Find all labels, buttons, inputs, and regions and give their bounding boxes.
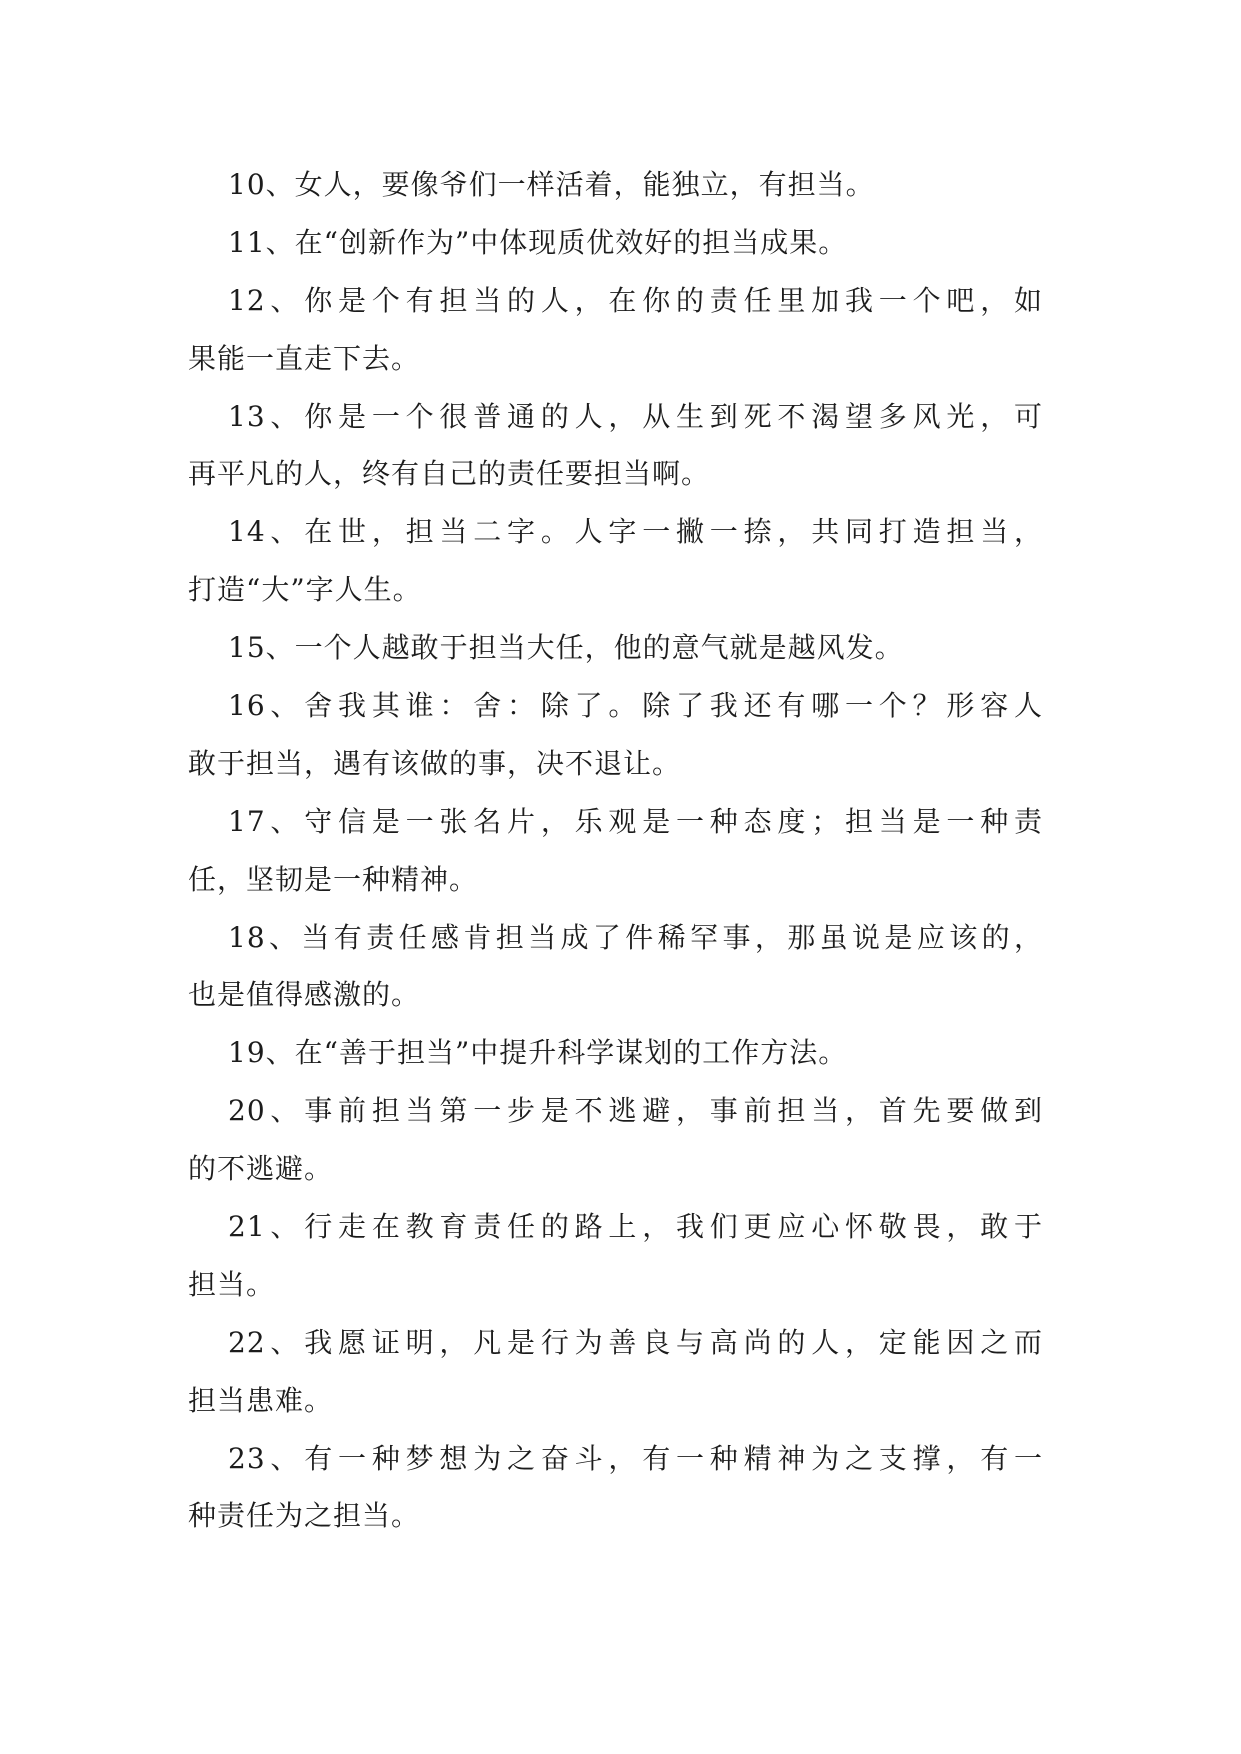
paragraph-line: 17、守信是一张名片，乐观是一种态度；担当是一种责 xyxy=(228,804,1043,838)
quote-item-11 xyxy=(188,214,1043,272)
document-body xyxy=(188,156,1043,1545)
quote-item-22 xyxy=(188,1314,1043,1430)
quote-item-20 xyxy=(188,1082,1043,1198)
paragraph-line: 种责任为之担当。 xyxy=(188,1499,421,1533)
paragraph-line: 13、你是一个很普通的人，从生到死不渴望多风光，可 xyxy=(228,399,1043,433)
paragraph-line: 也是值得感激的。 xyxy=(188,978,421,1012)
paragraph-line: 21、行走在教育责任的路上，我们更应心怀敬畏，敢于 xyxy=(228,1210,1043,1244)
paragraph-line: 10、女人，要像爷们一样活着，能独立，有担当。 xyxy=(228,168,875,201)
paragraph-line: 担当患难。 xyxy=(188,1383,334,1417)
paragraph-line: 20、事前担当第一步是不逃避，事前担当，首先要做到 xyxy=(228,1094,1043,1128)
quote-item-21 xyxy=(188,1198,1043,1314)
quote-item-14 xyxy=(188,503,1043,619)
paragraph-line: 11、在“创新作为”中体现质优效好的担当成果。 xyxy=(228,225,848,259)
paragraph-line: 敢于担当，遇有该做的事，决不退让。 xyxy=(188,746,682,780)
paragraph-line: 18、当有责任感肯担当成了件稀罕事，那虽说是应该的， xyxy=(228,920,1043,954)
paragraph-line: 果能一直走下去。 xyxy=(188,341,421,375)
quote-item-23 xyxy=(188,1430,1043,1546)
quote-item-17 xyxy=(188,793,1043,909)
quote-item-18 xyxy=(188,909,1043,1025)
paragraph-line: 23、有一种梦想为之奋斗，有一种精神为之支撑，有一 xyxy=(228,1441,1043,1475)
paragraph-line: 任，坚韧是一种精神。 xyxy=(188,862,479,896)
paragraph-line: 担当。 xyxy=(188,1267,276,1301)
quote-item-10 xyxy=(188,156,1043,214)
quote-item-15 xyxy=(188,619,1043,677)
paragraph-line: 22、我愿证明，凡是行为善良与高尚的人，定能因之而 xyxy=(228,1325,1043,1359)
paragraph-line: 19、在“善于担当”中提升科学谋划的工作方法。 xyxy=(228,1036,848,1070)
paragraph-line: 16、舍我其谁：舍：除了。除了我还有哪一个？形容人 xyxy=(228,689,1043,723)
paragraph-line: 打造“大”字人生。 xyxy=(188,573,422,607)
paragraph-line: 14、在世，担当二字。人字一撇一捺，共同打造担当， xyxy=(228,515,1043,549)
paragraph-line: 15、一个人越敢于担当大任，他的意气就是越风发。 xyxy=(228,631,904,665)
paragraph-line: 的不逃避。 xyxy=(188,1152,334,1186)
paragraph-line: 12、你是个有担当的人，在你的责任里加我一个吧，如 xyxy=(228,283,1043,317)
paragraph-line: 再平凡的人，终有自己的责任要担当啊。 xyxy=(188,457,711,491)
quote-item-13 xyxy=(188,388,1043,504)
quote-item-12 xyxy=(188,272,1043,388)
quote-item-19 xyxy=(188,1024,1043,1082)
quote-item-16 xyxy=(188,677,1043,793)
